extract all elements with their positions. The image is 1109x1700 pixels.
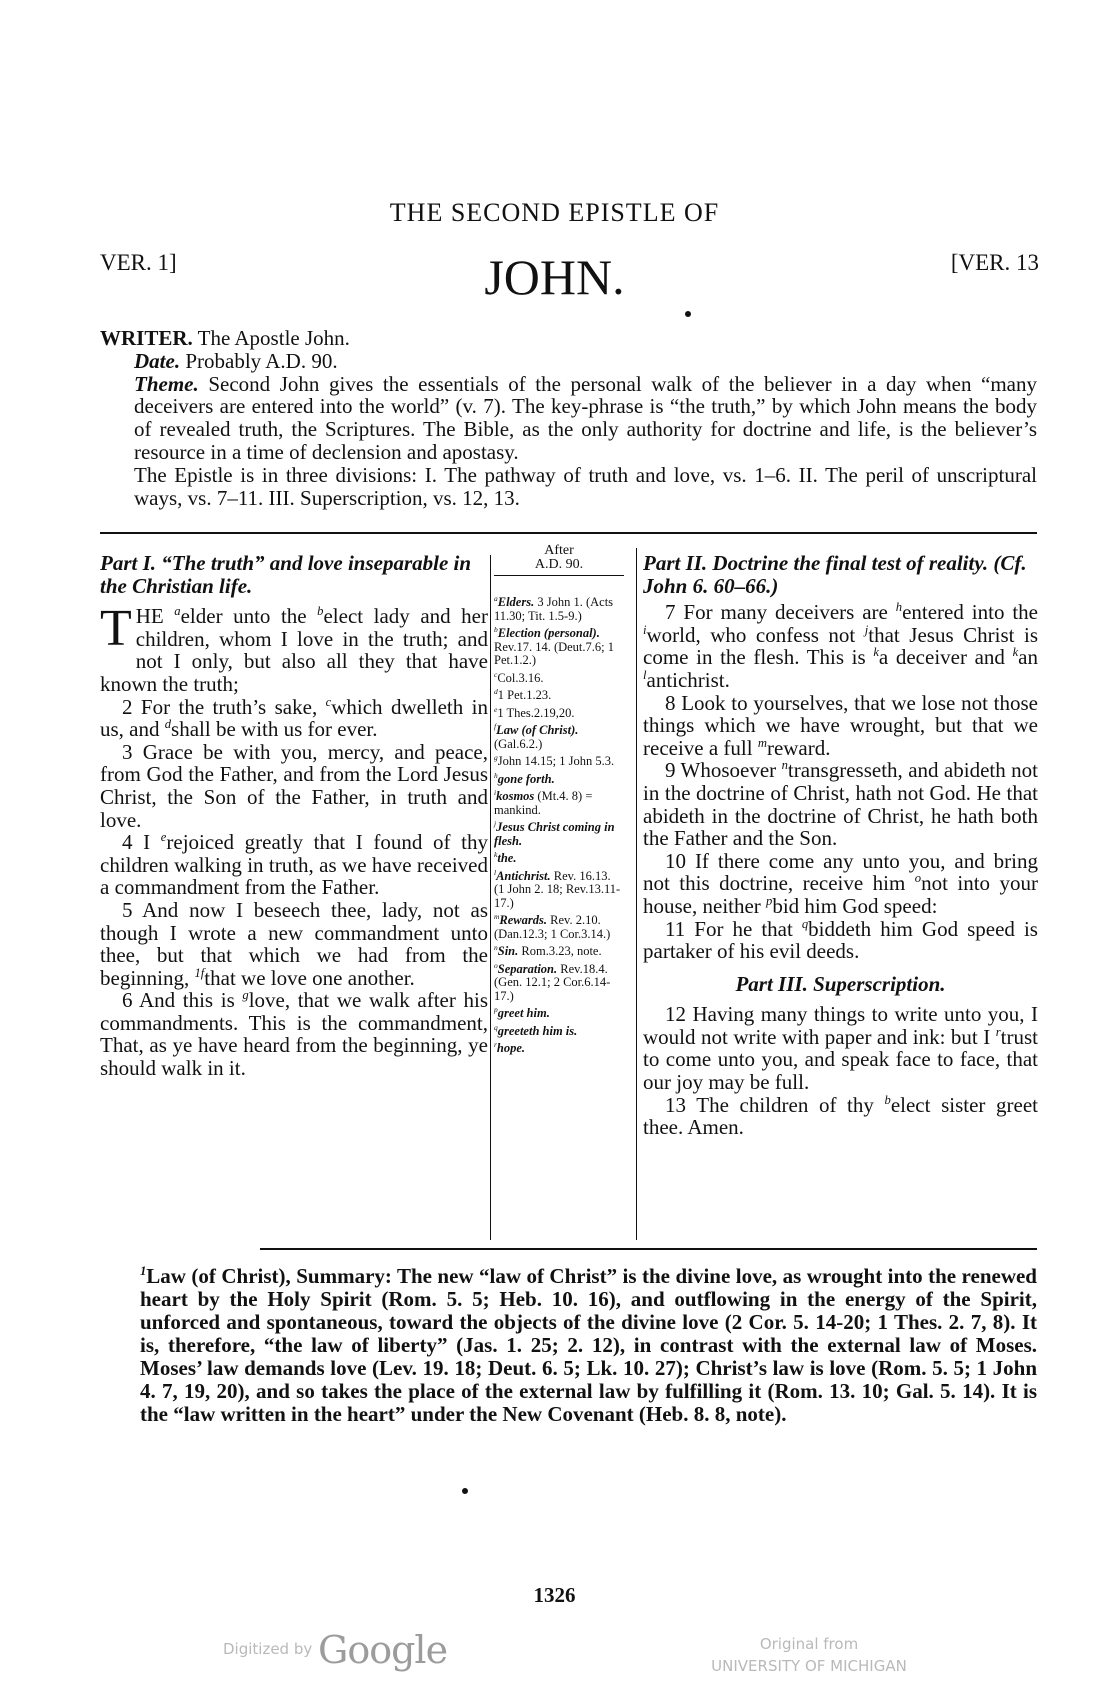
verse-11: 11 For he that $^q$biddeth him God speed is partaker of his evil deeds. — [643, 916, 1038, 964]
reference-note: $^f$Law (of Christ). (Gal.6.2.) — [494, 721, 579, 751]
verse-range-right: [VER. 13 — [950, 250, 1039, 275]
book-name: JOHN. — [484, 249, 625, 305]
left-column — [100, 552, 488, 1080]
reference-note: $^c$Col.3.16. — [494, 669, 544, 685]
book-introduction — [100, 327, 1037, 509]
verse-8: 8 Look to yourselves, that we lose not those things which we have wrought, but that we receive a full $^m$reward. — [643, 690, 1038, 760]
part-two-title: Part II. Doctrine the final test of reality. (Cf. John 6. 60–66.) — [643, 551, 1027, 598]
reference-note: $^l$Antichrist. Rev. 16.13. (1 John 2. 18; Rev.13.11-17.) — [494, 867, 621, 910]
intro-rule — [100, 532, 1037, 534]
verse-3: 3 Grace be with you, mercy, and peace, from God the Father, and from the Lord Jesus Christ, the Son of the Father, in truth and love. — [100, 739, 488, 832]
reference-note: $^j$Jesus Christ coming in flesh. — [494, 818, 615, 848]
verse-1: THE $^a$elder unto the $^b$elect lady and her children, whom I love in the truth; and not I only, but also all they that have known the truth; — [100, 600, 488, 696]
date-line: Date. Probably A.D. 90. — [134, 348, 338, 373]
verse-7: 7 For many deceivers are $^h$entered into the $^i$world, who confess not $^j$that Jesus Christ is come in the flesh. This is $^k$a deceiver and $^k$an $^l$antichrist. — [643, 600, 1039, 692]
date-heading: After A.D. 90. — [494, 544, 624, 576]
verse-13: 13 The children of thy $^b$elect sister greet thee. Amen. — [643, 1092, 1038, 1140]
verse-6: 6 And this is $^g$love, that we walk after his commandments. This is the commandment, That, as ye have heard from the beginning, ye should walk in it. — [100, 988, 489, 1081]
reference-note: $^i$kosmos (Mt.4. 8) = mankind. — [494, 787, 593, 817]
verse-4: 4 I $^e$rejoiced greatly that I found of thy children walking in truth, as we have received a commandment from the Father. — [100, 830, 489, 900]
part-one-title: Part I. “The truth” and love inseparable in the Christian life. — [100, 551, 472, 598]
reference-note: $^n$Sin. Rom.3.23, note. — [494, 942, 602, 958]
footnote-text: Law (of Christ), Summary: The new “law of Christ” is the divine love, as wrought into the renewed heart by the Holy Spirit (Rom. 5. 5; Heb. 10. 16), and outflowing in the energy of the Spirit, unforced and spontaneous, toward the objects of the divine love (2 Cor. 5. 14-20; 1 Thes. 2. 7, 8). It is, therefore, “the law of liberty” (Jas. 1. 25; 2. 12), in contrast with the external law of Moses. Moses’ law demands love (Lev. 19. 18; Deut. 6. 5; Lk. 10. 27); Christ’s law is love (Rom. 5. 5; 1 John 4. 7, 19, 20), and so takes the place of the external law by fulfilling it (Rom. 13. 10; Gal. 5. 14). It is the “law written in the heart” under the New Covenant (Heb. 8. 8, note). — [140, 1264, 1037, 1426]
page-speck — [462, 1488, 468, 1494]
page-speck — [685, 311, 691, 317]
reference-note: $^a$Elders. 3 John 1. (Acts 11.30; Tit. 1.5-9.) — [494, 593, 614, 623]
reference-note: $^d$1 Pet.1.23. — [494, 686, 552, 702]
theme-paragraph: Theme. Second John gives the essentials of the personal walk of the believer in a day when “many deceivers are entered into the world” (v. 7). The key-phrase is “the truth,” by which John means the body of revealed truth, the Scriptures. The Bible, as the only authority for doctrine and life, is the believer’s resource in a time of declension and apostasy. — [134, 371, 1038, 464]
verse-range-left: VER. 1] — [100, 250, 177, 275]
google-logo: Google — [318, 1628, 448, 1672]
reference-note: $^q$greeteth him is. — [494, 1022, 578, 1038]
verse-9: 9 Whosoever $^n$transgresseth, and abideth not in the doctrine of Christ, hath not God. He that abideth in the doctrine of Christ, he hath both the Father and the Son. — [643, 758, 1038, 851]
epistle-heading: THE SECOND EPISTLE OF — [389, 198, 720, 227]
center-reference-column — [494, 544, 624, 1060]
footnote-marker: 1 — [140, 1264, 147, 1278]
reference-note: $^h$gone forth. — [494, 770, 555, 786]
divisions-paragraph: The Epistle is in three divisions: I. The pathway of truth and love, vs. 1–6. II. The peril of unscriptural ways, vs. 7–11. III. Superscription, vs. 12, 13. — [134, 462, 1037, 510]
reference-note: $^e$1 Thes.2.19,20. — [494, 704, 575, 720]
column-divider-right — [636, 548, 637, 1240]
reference-note: $^b$Election (personal). Rev.17. 14. (Deut.7.6; 1 Pet.1.2.) — [494, 624, 615, 667]
column-divider-left — [490, 555, 491, 1240]
reference-note: $^p$greet him. — [494, 1004, 550, 1020]
reference-note: $^o$Separation. Rev.18.4. (Gen. 12.1; 2 Cor.6.14-17.) — [494, 960, 611, 1003]
drop-cap: T — [100, 600, 132, 658]
reference-note: $^g$John 14.15; 1 John 5.3. — [494, 752, 615, 768]
footnote-rule — [260, 1248, 1037, 1250]
verse-2: 2 For the truth’s sake, $^c$which dwelleth in us, and $^d$shall be with us for ever. — [100, 694, 489, 742]
reference-note: $^m$Rewards. Rev. 2.10. (Dan.12.3; 1 Cor.3.14.) — [494, 911, 611, 941]
library-attribution: Original from UNIVERSITY OF MICHIGAN — [711, 1635, 907, 1675]
footnote — [106, 1265, 1037, 1426]
part-three-title: Part III. Superscription. — [735, 971, 946, 996]
reference-note: $^r$hope. — [494, 1039, 526, 1055]
verse-5: 5 And now I beseech thee, lady, not as though I wrote a new commandment unto thee, but that which we had from the beginning, $^{1f}$that we love one another. — [100, 897, 488, 990]
page-number: 1326 — [533, 1583, 576, 1607]
right-column — [643, 552, 1038, 1139]
verse-10: 10 If there come any unto you, and bring not this doctrine, receive him $^o$not into your house, neither $^p$bid him God speed: — [643, 848, 1039, 918]
writer-line: WRITER. The Apostle John. — [100, 326, 350, 350]
verse-12: 12 Having many things to write unto you, I would not write with paper and ink: but I $^r$trust to come unto you, and speak face to face, that our joy may be full. — [643, 1002, 1038, 1095]
digitized-by-text: Digitized by — [223, 1640, 313, 1658]
reference-note: $^k$the. — [494, 849, 517, 865]
reference-notes — [494, 593, 624, 1056]
